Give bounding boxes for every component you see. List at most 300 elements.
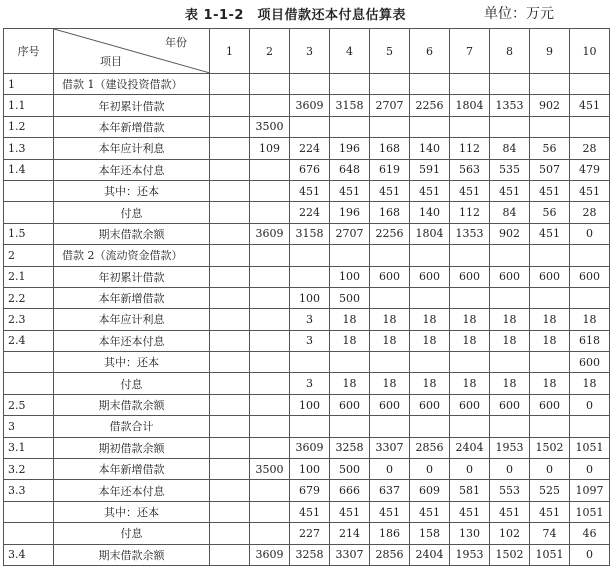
cell-value bbox=[370, 416, 410, 437]
cell-value bbox=[490, 352, 530, 373]
cell-value bbox=[410, 245, 450, 266]
cell-value: 0 bbox=[370, 459, 410, 480]
cell-value: 196 bbox=[330, 138, 370, 159]
cell-value: 3258 bbox=[330, 437, 370, 458]
cell-value: 0 bbox=[490, 459, 530, 480]
cell-value: 18 bbox=[330, 330, 370, 351]
row-seq: 3.1 bbox=[4, 437, 54, 458]
cell-value: 1804 bbox=[450, 95, 490, 116]
row-item: 本年应计利息 bbox=[54, 138, 210, 159]
cell-value bbox=[370, 352, 410, 373]
cell-value: 581 bbox=[450, 480, 490, 501]
cell-value: 451 bbox=[290, 180, 330, 201]
cell-value bbox=[530, 245, 570, 266]
cell-value bbox=[250, 95, 290, 116]
cell-value bbox=[290, 245, 330, 266]
table-row bbox=[4, 159, 610, 180]
cell-value: 1051 bbox=[530, 544, 570, 565]
unit-label: 单位：万元 bbox=[484, 6, 554, 22]
cell-value: 451 bbox=[530, 180, 570, 201]
cell-value: 224 bbox=[290, 138, 330, 159]
cell-value: 46 bbox=[570, 523, 610, 544]
cell-value: 1353 bbox=[490, 95, 530, 116]
cell-value bbox=[250, 266, 290, 287]
cell-value bbox=[210, 180, 250, 201]
cell-value bbox=[210, 480, 250, 501]
cell-value: 3609 bbox=[290, 437, 330, 458]
table-row bbox=[4, 437, 610, 458]
cell-value bbox=[290, 116, 330, 137]
cell-value bbox=[250, 394, 290, 415]
row-seq: 1.2 bbox=[4, 116, 54, 137]
header-year-1: 1 bbox=[210, 29, 250, 74]
cell-value: 100 bbox=[330, 266, 370, 287]
cell-value: 619 bbox=[370, 159, 410, 180]
cell-value: 18 bbox=[330, 373, 370, 394]
cell-value bbox=[250, 501, 290, 522]
cell-value: 168 bbox=[370, 202, 410, 223]
cell-value: 28 bbox=[570, 202, 610, 223]
table-row bbox=[4, 416, 610, 437]
row-item: 付息 bbox=[54, 523, 210, 544]
cell-value bbox=[490, 287, 530, 308]
cell-value bbox=[210, 74, 250, 95]
cell-value: 1051 bbox=[570, 501, 610, 522]
cell-value: 648 bbox=[330, 159, 370, 180]
cell-value: 553 bbox=[490, 480, 530, 501]
cell-value: 600 bbox=[490, 394, 530, 415]
cell-value bbox=[370, 287, 410, 308]
table-row bbox=[4, 523, 610, 544]
header-year-4: 4 bbox=[330, 29, 370, 74]
cell-value: 1502 bbox=[490, 544, 530, 565]
cell-value: 28 bbox=[570, 138, 610, 159]
cell-value bbox=[250, 523, 290, 544]
cell-value: 600 bbox=[410, 394, 450, 415]
cell-value: 451 bbox=[570, 95, 610, 116]
table-row bbox=[4, 352, 610, 373]
table-title-bar bbox=[0, 2, 613, 24]
cell-value bbox=[250, 416, 290, 437]
cell-value bbox=[210, 330, 250, 351]
cell-value bbox=[290, 266, 330, 287]
row-item: 期末借款余额 bbox=[54, 394, 210, 415]
cell-value bbox=[410, 416, 450, 437]
cell-value: 902 bbox=[490, 223, 530, 244]
header-year-8: 8 bbox=[490, 29, 530, 74]
cell-value bbox=[330, 416, 370, 437]
cell-value: 196 bbox=[330, 202, 370, 223]
cell-value: 479 bbox=[570, 159, 610, 180]
header-year-10: 10 bbox=[570, 29, 610, 74]
cell-value bbox=[250, 287, 290, 308]
header-diagonal-cell bbox=[54, 29, 210, 74]
row-seq: 1.3 bbox=[4, 138, 54, 159]
row-seq: 2.5 bbox=[4, 394, 54, 415]
cell-value bbox=[490, 245, 530, 266]
cell-value: 158 bbox=[410, 523, 450, 544]
cell-value: 2256 bbox=[370, 223, 410, 244]
row-seq: 3 bbox=[4, 416, 54, 437]
cell-value bbox=[250, 352, 290, 373]
cell-value: 2404 bbox=[410, 544, 450, 565]
cell-value: 18 bbox=[490, 309, 530, 330]
cell-value bbox=[370, 116, 410, 137]
cell-value bbox=[210, 394, 250, 415]
cell-value: 18 bbox=[450, 309, 490, 330]
cell-value: 0 bbox=[570, 459, 610, 480]
cell-value bbox=[250, 330, 290, 351]
cell-value: 0 bbox=[570, 394, 610, 415]
cell-value: 451 bbox=[570, 180, 610, 201]
cell-value bbox=[570, 287, 610, 308]
cell-value bbox=[210, 159, 250, 180]
cell-value: 112 bbox=[450, 202, 490, 223]
cell-value: 0 bbox=[570, 223, 610, 244]
header-year-3: 3 bbox=[290, 29, 330, 74]
cell-value: 451 bbox=[370, 501, 410, 522]
cell-value: 100 bbox=[290, 459, 330, 480]
cell-value: 224 bbox=[290, 202, 330, 223]
cell-value bbox=[530, 74, 570, 95]
cell-value bbox=[210, 373, 250, 394]
cell-value bbox=[450, 287, 490, 308]
row-seq: 1.5 bbox=[4, 223, 54, 244]
cell-value bbox=[210, 138, 250, 159]
table-row bbox=[4, 373, 610, 394]
row-item: 本年新增借款 bbox=[54, 116, 210, 137]
cell-value: 130 bbox=[450, 523, 490, 544]
cell-value: 112 bbox=[450, 138, 490, 159]
cell-value: 666 bbox=[330, 480, 370, 501]
cell-value: 3500 bbox=[250, 116, 290, 137]
cell-value bbox=[450, 352, 490, 373]
row-seq: 3.2 bbox=[4, 459, 54, 480]
row-seq: 3.3 bbox=[4, 480, 54, 501]
cell-value: 2856 bbox=[410, 437, 450, 458]
cell-value: 84 bbox=[490, 138, 530, 159]
cell-value bbox=[370, 74, 410, 95]
cell-value: 2856 bbox=[370, 544, 410, 565]
cell-value bbox=[210, 501, 250, 522]
header-year-2: 2 bbox=[250, 29, 290, 74]
row-seq bbox=[4, 180, 54, 201]
table-row bbox=[4, 544, 610, 565]
cell-value bbox=[210, 459, 250, 480]
cell-value bbox=[410, 287, 450, 308]
row-seq: 1.4 bbox=[4, 159, 54, 180]
cell-value: 507 bbox=[530, 159, 570, 180]
row-seq: 1.1 bbox=[4, 95, 54, 116]
cell-value: 18 bbox=[370, 309, 410, 330]
table-row bbox=[4, 309, 610, 330]
cell-value: 3258 bbox=[290, 544, 330, 565]
cell-value bbox=[290, 352, 330, 373]
table-row bbox=[4, 138, 610, 159]
cell-value bbox=[450, 245, 490, 266]
row-item: 付息 bbox=[54, 202, 210, 223]
cell-value: 600 bbox=[410, 266, 450, 287]
cell-value: 3500 bbox=[250, 459, 290, 480]
cell-value: 2707 bbox=[370, 95, 410, 116]
cell-value: 1502 bbox=[530, 437, 570, 458]
cell-value: 186 bbox=[370, 523, 410, 544]
loan-repayment-table bbox=[3, 28, 610, 566]
cell-value: 451 bbox=[450, 501, 490, 522]
cell-value: 140 bbox=[410, 202, 450, 223]
cell-value bbox=[330, 352, 370, 373]
cell-value bbox=[570, 116, 610, 137]
cell-value: 451 bbox=[330, 180, 370, 201]
table-row bbox=[4, 223, 610, 244]
cell-value: 3307 bbox=[370, 437, 410, 458]
row-item: 付息 bbox=[54, 373, 210, 394]
cell-value bbox=[570, 245, 610, 266]
cell-value: 2256 bbox=[410, 95, 450, 116]
cell-value bbox=[210, 95, 250, 116]
cell-value: 100 bbox=[290, 394, 330, 415]
row-item: 本年应计利息 bbox=[54, 309, 210, 330]
cell-value: 18 bbox=[410, 330, 450, 351]
cell-value: 679 bbox=[290, 480, 330, 501]
cell-value: 102 bbox=[490, 523, 530, 544]
cell-value bbox=[570, 416, 610, 437]
cell-value bbox=[250, 159, 290, 180]
row-item: 本年还本付息 bbox=[54, 330, 210, 351]
cell-value bbox=[410, 116, 450, 137]
cell-value: 56 bbox=[530, 138, 570, 159]
cell-value: 3158 bbox=[330, 95, 370, 116]
table-title: 表 1-1-2 项目借款还本付息估算表 bbox=[185, 8, 406, 23]
cell-value bbox=[250, 309, 290, 330]
cell-value: 0 bbox=[570, 544, 610, 565]
cell-value: 3 bbox=[290, 309, 330, 330]
cell-value bbox=[210, 202, 250, 223]
cell-value: 451 bbox=[370, 180, 410, 201]
cell-value: 600 bbox=[570, 266, 610, 287]
cell-value: 18 bbox=[570, 373, 610, 394]
cell-value: 563 bbox=[450, 159, 490, 180]
header-seq: 序号 bbox=[4, 29, 54, 74]
table-row bbox=[4, 394, 610, 415]
cell-value bbox=[210, 523, 250, 544]
cell-value bbox=[450, 116, 490, 137]
cell-value: 1353 bbox=[450, 223, 490, 244]
cell-value: 109 bbox=[250, 138, 290, 159]
cell-value bbox=[570, 74, 610, 95]
cell-value: 600 bbox=[570, 352, 610, 373]
row-seq: 2.4 bbox=[4, 330, 54, 351]
header-item-label: 项目 bbox=[100, 55, 122, 68]
cell-value bbox=[250, 373, 290, 394]
cell-value: 84 bbox=[490, 202, 530, 223]
cell-value: 3158 bbox=[290, 223, 330, 244]
cell-value bbox=[210, 352, 250, 373]
row-item: 借款合计 bbox=[54, 416, 210, 437]
row-item: 年初累计借款 bbox=[54, 266, 210, 287]
cell-value: 2404 bbox=[450, 437, 490, 458]
cell-value: 600 bbox=[450, 394, 490, 415]
table-row bbox=[4, 95, 610, 116]
cell-value bbox=[450, 416, 490, 437]
row-seq bbox=[4, 523, 54, 544]
cell-value: 18 bbox=[330, 309, 370, 330]
cell-value bbox=[490, 116, 530, 137]
cell-value: 1953 bbox=[490, 437, 530, 458]
cell-value bbox=[210, 245, 250, 266]
cell-value: 74 bbox=[530, 523, 570, 544]
cell-value: 451 bbox=[410, 501, 450, 522]
cell-value: 451 bbox=[330, 501, 370, 522]
cell-value: 18 bbox=[490, 373, 530, 394]
cell-value: 600 bbox=[450, 266, 490, 287]
cell-value: 451 bbox=[290, 501, 330, 522]
cell-value: 140 bbox=[410, 138, 450, 159]
cell-value bbox=[210, 116, 250, 137]
table-row bbox=[4, 480, 610, 501]
cell-value: 600 bbox=[530, 394, 570, 415]
cell-value: 3 bbox=[290, 373, 330, 394]
row-item: 其中：还本 bbox=[54, 352, 210, 373]
cell-value: 451 bbox=[530, 501, 570, 522]
cell-value: 18 bbox=[410, 373, 450, 394]
cell-value bbox=[530, 116, 570, 137]
row-seq bbox=[4, 373, 54, 394]
row-item: 本年还本付息 bbox=[54, 159, 210, 180]
row-seq bbox=[4, 501, 54, 522]
cell-value: 902 bbox=[530, 95, 570, 116]
header-year-5: 5 bbox=[370, 29, 410, 74]
row-item: 本年还本付息 bbox=[54, 480, 210, 501]
cell-value bbox=[330, 245, 370, 266]
row-item: 期初借款余额 bbox=[54, 437, 210, 458]
cell-value: 18 bbox=[450, 373, 490, 394]
row-item: 其中：还本 bbox=[54, 180, 210, 201]
table-row bbox=[4, 287, 610, 308]
cell-value bbox=[250, 202, 290, 223]
row-item: 借款 2（流动资金借款） bbox=[54, 245, 210, 266]
cell-value: 18 bbox=[530, 330, 570, 351]
cell-value bbox=[490, 74, 530, 95]
cell-value bbox=[210, 287, 250, 308]
cell-value: 3 bbox=[290, 330, 330, 351]
cell-value: 676 bbox=[290, 159, 330, 180]
cell-value: 637 bbox=[370, 480, 410, 501]
cell-value: 500 bbox=[330, 287, 370, 308]
cell-value: 535 bbox=[490, 159, 530, 180]
table-row bbox=[4, 180, 610, 201]
cell-value: 500 bbox=[330, 459, 370, 480]
cell-value: 3307 bbox=[330, 544, 370, 565]
cell-value bbox=[370, 245, 410, 266]
row-seq bbox=[4, 352, 54, 373]
table-row bbox=[4, 202, 610, 223]
cell-value: 600 bbox=[370, 394, 410, 415]
cell-value bbox=[450, 74, 490, 95]
row-item: 期末借款余额 bbox=[54, 223, 210, 244]
header-year-label: 年份 bbox=[165, 36, 187, 49]
cell-value: 525 bbox=[530, 480, 570, 501]
cell-value: 18 bbox=[530, 309, 570, 330]
cell-value: 600 bbox=[490, 266, 530, 287]
cell-value: 451 bbox=[450, 180, 490, 201]
cell-value: 0 bbox=[450, 459, 490, 480]
row-seq: 2.1 bbox=[4, 266, 54, 287]
cell-value: 618 bbox=[570, 330, 610, 351]
row-item: 本年新增借款 bbox=[54, 459, 210, 480]
cell-value: 1804 bbox=[410, 223, 450, 244]
cell-value bbox=[250, 480, 290, 501]
cell-value: 609 bbox=[410, 480, 450, 501]
table-row bbox=[4, 74, 610, 95]
row-seq: 3.4 bbox=[4, 544, 54, 565]
cell-value: 451 bbox=[490, 501, 530, 522]
cell-value: 18 bbox=[490, 330, 530, 351]
cell-value: 451 bbox=[410, 180, 450, 201]
header-year-9: 9 bbox=[530, 29, 570, 74]
cell-value bbox=[250, 245, 290, 266]
table-row bbox=[4, 501, 610, 522]
cell-value: 1097 bbox=[570, 480, 610, 501]
cell-value: 451 bbox=[530, 223, 570, 244]
cell-value bbox=[250, 180, 290, 201]
header-year-6: 6 bbox=[410, 29, 450, 74]
cell-value: 600 bbox=[370, 266, 410, 287]
cell-value bbox=[530, 416, 570, 437]
row-item: 期末借款余额 bbox=[54, 544, 210, 565]
row-item: 本年新增借款 bbox=[54, 287, 210, 308]
table-row bbox=[4, 330, 610, 351]
cell-value: 214 bbox=[330, 523, 370, 544]
cell-value: 591 bbox=[410, 159, 450, 180]
table-row bbox=[4, 459, 610, 480]
cell-value bbox=[530, 287, 570, 308]
row-seq: 2 bbox=[4, 245, 54, 266]
row-item: 借款 1（建设投资借款） bbox=[54, 74, 210, 95]
cell-value: 18 bbox=[450, 330, 490, 351]
cell-value: 451 bbox=[490, 180, 530, 201]
cell-value bbox=[210, 416, 250, 437]
cell-value bbox=[210, 544, 250, 565]
cell-value: 600 bbox=[330, 394, 370, 415]
table-row bbox=[4, 266, 610, 287]
header-row bbox=[4, 29, 610, 74]
table-body bbox=[4, 74, 610, 566]
cell-value: 168 bbox=[370, 138, 410, 159]
cell-value bbox=[410, 74, 450, 95]
cell-value bbox=[410, 352, 450, 373]
cell-value bbox=[290, 416, 330, 437]
cell-value bbox=[210, 437, 250, 458]
row-item: 年初累计借款 bbox=[54, 95, 210, 116]
cell-value: 3609 bbox=[250, 544, 290, 565]
cell-value bbox=[330, 74, 370, 95]
cell-value bbox=[330, 116, 370, 137]
cell-value: 2707 bbox=[330, 223, 370, 244]
cell-value: 100 bbox=[290, 287, 330, 308]
cell-value: 1953 bbox=[450, 544, 490, 565]
cell-value bbox=[210, 309, 250, 330]
row-seq: 2.2 bbox=[4, 287, 54, 308]
cell-value: 0 bbox=[410, 459, 450, 480]
cell-value: 3609 bbox=[290, 95, 330, 116]
cell-value bbox=[210, 223, 250, 244]
row-seq bbox=[4, 202, 54, 223]
cell-value bbox=[490, 416, 530, 437]
cell-value: 1051 bbox=[570, 437, 610, 458]
cell-value bbox=[250, 74, 290, 95]
cell-value bbox=[290, 74, 330, 95]
